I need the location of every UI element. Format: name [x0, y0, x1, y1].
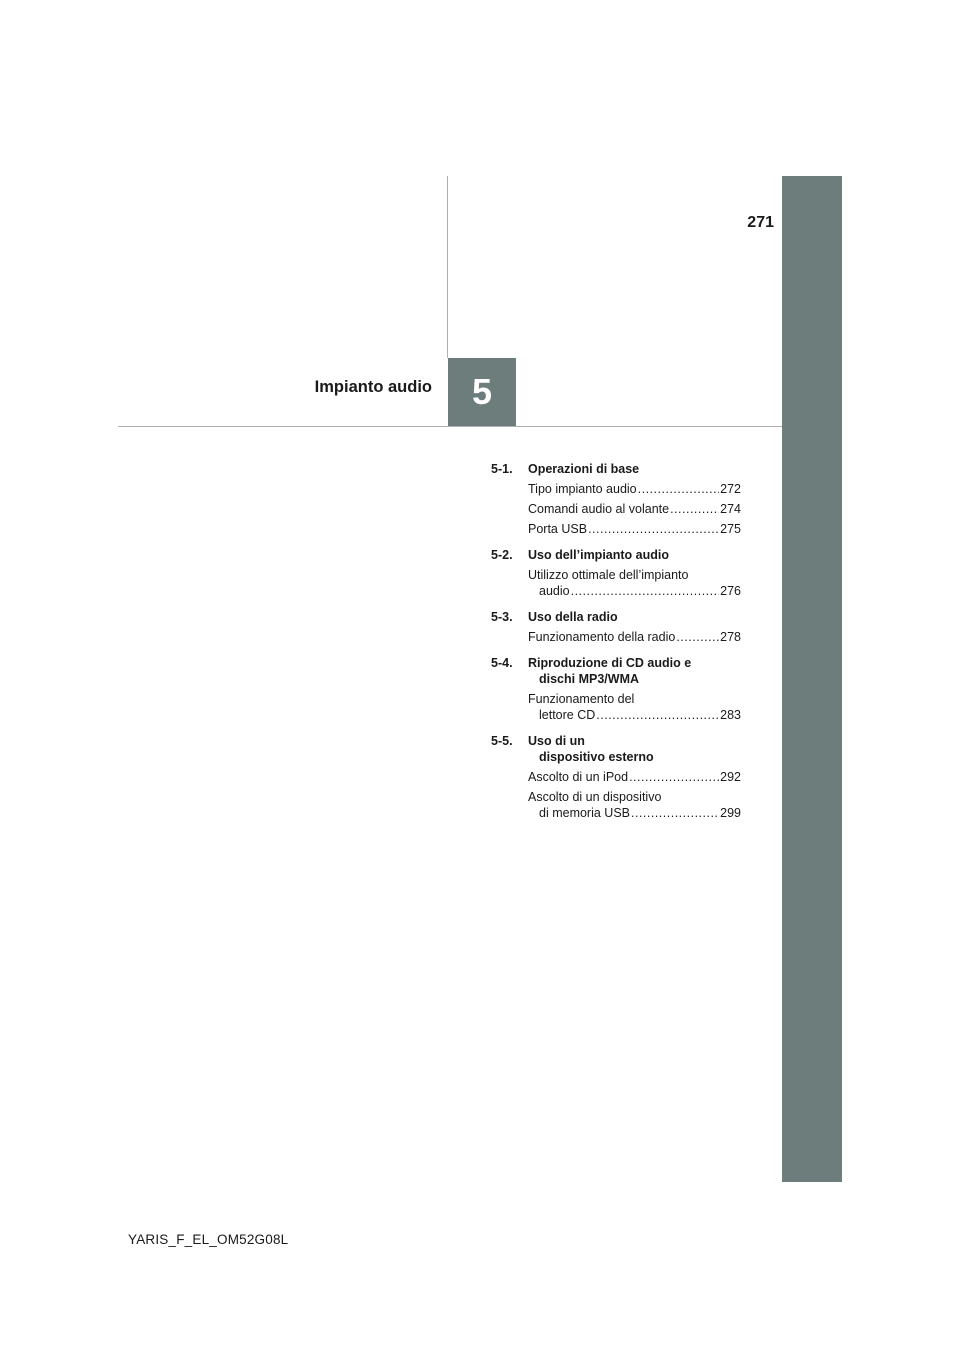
toc-section-title — [528, 655, 741, 687]
table-of-contents — [491, 461, 741, 821]
toc-section-title-line: dischi MP3/WMA — [539, 672, 640, 686]
toc-entry[interactable] — [528, 521, 741, 537]
toc-entry-page: 274 — [720, 502, 741, 516]
toc-entry-page: 283 — [720, 708, 741, 722]
toc-entry-text: Comandi audio al volante — [528, 502, 670, 516]
toc-entry[interactable] — [528, 789, 741, 821]
toc-entry-text: Porta USB — [528, 522, 588, 536]
toc-section-title-line: Uso della radio — [528, 610, 618, 624]
toc-section-title-line: Operazioni di base — [528, 462, 640, 476]
toc-entry-text: di memoria USB — [539, 806, 630, 820]
toc-entry-text: Utilizzo ottimale dell’impianto — [528, 568, 689, 582]
toc-entry-text: Tipo impianto audio — [528, 482, 637, 496]
page-number: 271 — [747, 214, 774, 231]
horizontal-rule — [118, 426, 782, 427]
toc-dot-leader — [629, 769, 719, 785]
toc-entry[interactable] — [528, 501, 741, 517]
vertical-rule — [447, 176, 448, 358]
toc-section — [491, 655, 741, 687]
toc-section-title-line: Uso dell’impianto audio — [528, 548, 669, 562]
toc-entry-text: Funzionamento del — [528, 692, 635, 706]
toc-entry-page: 292 — [720, 770, 741, 784]
toc-section-title — [528, 733, 741, 765]
toc-entry-page: 276 — [720, 584, 741, 598]
toc-entry-page: 278 — [720, 630, 741, 644]
toc-dot-leader — [571, 583, 720, 599]
toc-entry-page: 275 — [720, 522, 741, 536]
toc-entry-page: 272 — [720, 482, 741, 496]
toc-section — [491, 733, 741, 765]
toc-section-number: 5-5. — [491, 734, 513, 748]
toc-section-title — [528, 461, 741, 477]
chapter-number-box — [448, 358, 516, 426]
toc-section — [491, 609, 741, 625]
toc-section-title-line: Riproduzione di CD audio e — [528, 656, 692, 670]
chapter-title: Impianto audio — [314, 378, 432, 396]
toc-section — [491, 461, 741, 477]
toc-entry[interactable] — [528, 567, 741, 599]
toc-section-number: 5-4. — [491, 656, 513, 670]
toc-entry-text: Ascolto di un iPod — [528, 770, 629, 784]
toc-dot-leader — [670, 501, 719, 517]
toc-section-title — [528, 609, 741, 625]
toc-entry[interactable] — [528, 769, 741, 785]
toc-entry[interactable] — [528, 481, 741, 497]
toc-section-title-line: dispositivo esterno — [539, 750, 654, 764]
toc-section-number: 5-3. — [491, 610, 513, 624]
toc-entry[interactable] — [528, 691, 741, 723]
chapter-side-tab — [782, 176, 842, 1182]
toc-section-title-line: Uso di un — [528, 734, 585, 748]
toc-section-number: 5-1. — [491, 462, 513, 476]
toc-dot-leader — [596, 707, 719, 723]
toc-entry-text: Ascolto di un dispositivo — [528, 790, 662, 804]
chapter-number: 5 — [471, 371, 493, 412]
toc-section-title — [528, 547, 741, 563]
footer-document-code: YARIS_F_EL_OM52G08L — [128, 1232, 289, 1247]
toc-section — [491, 547, 741, 563]
toc-dot-leader — [638, 481, 720, 497]
toc-dot-leader — [631, 805, 719, 821]
toc-entry-text: Funzionamento della radio — [528, 630, 676, 644]
toc-dot-leader — [676, 629, 719, 645]
toc-entry-text: lettore CD — [539, 708, 596, 722]
toc-entry-text: audio — [539, 584, 570, 598]
toc-dot-leader — [588, 521, 719, 537]
toc-entry-page: 299 — [720, 806, 741, 820]
toc-entry[interactable] — [528, 629, 741, 645]
toc-section-number: 5-2. — [491, 548, 513, 562]
